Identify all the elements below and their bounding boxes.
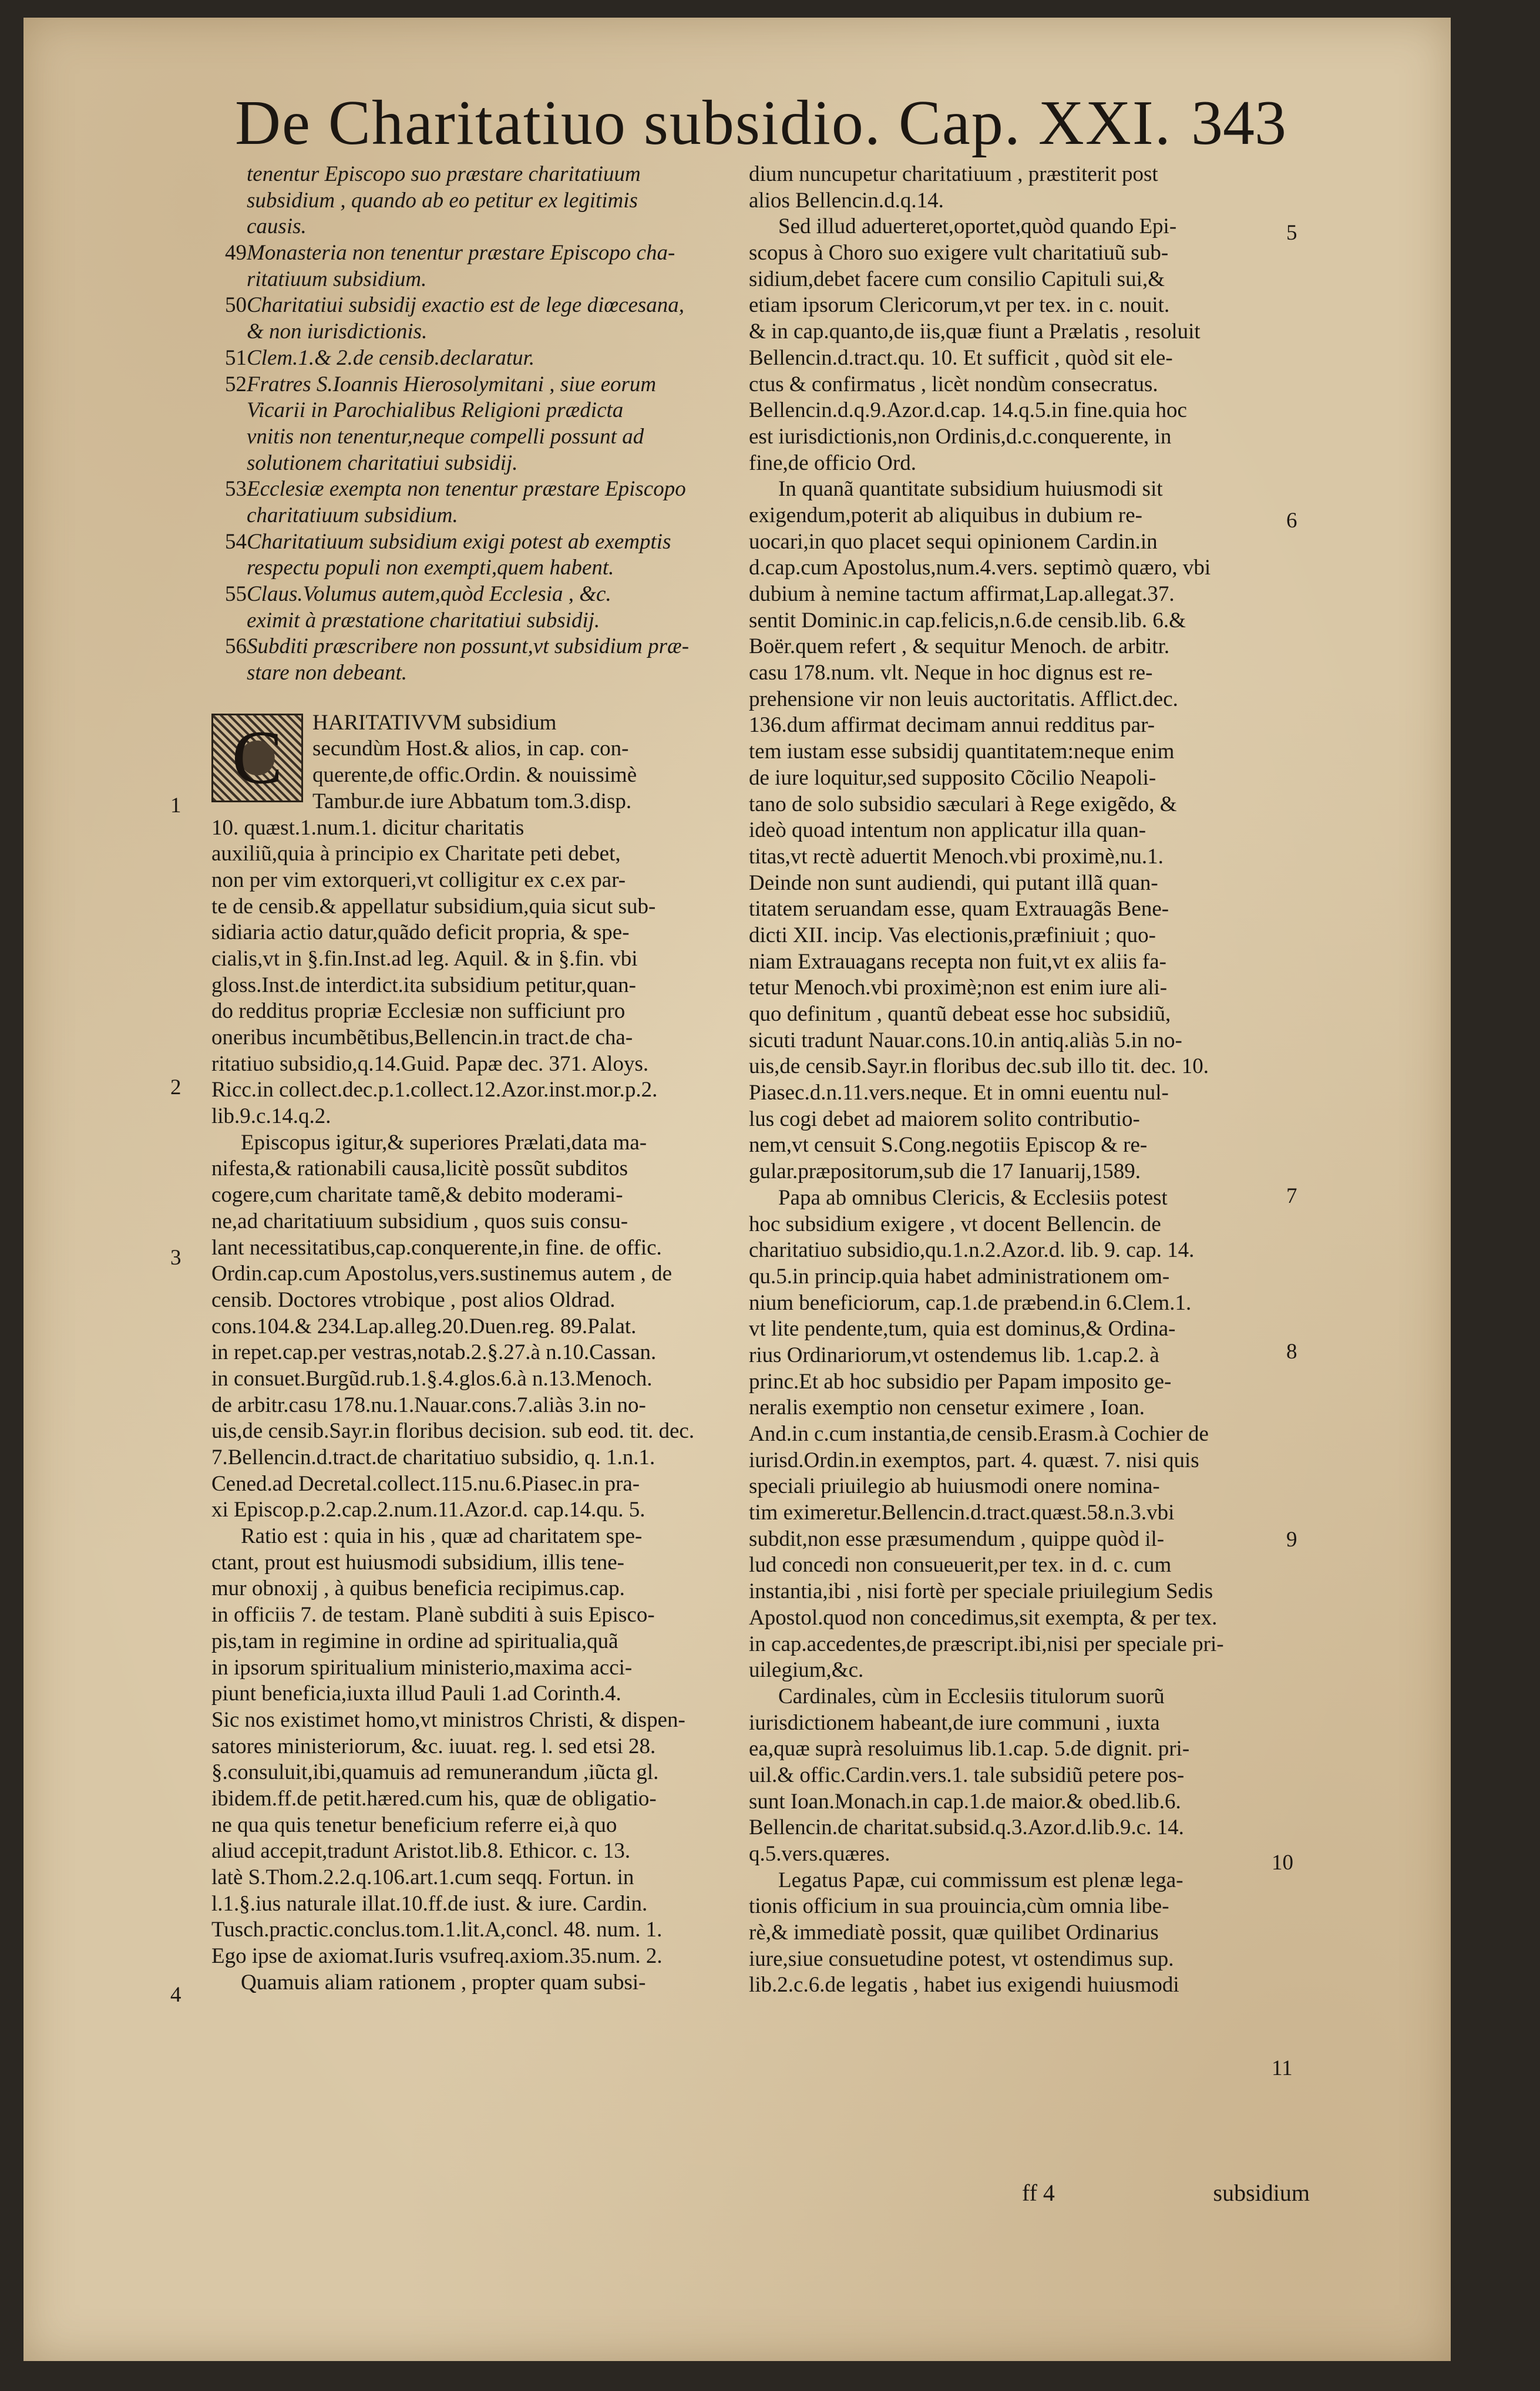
text-line: nium beneficiorum, cap.1.de præbend.in 6.Clem.1. bbox=[749, 1290, 1192, 1315]
text-line: rè,& immediatè possit, quæ quilibet Ordinarius bbox=[749, 1921, 1159, 1945]
text-line: in cap.accedentes,de præscript.ibi,nisi per speciale pri- bbox=[749, 1632, 1224, 1656]
text-line: Ego ipse de axiomat.Iuris vsufreq.axiom.35.num. 2. bbox=[211, 1944, 663, 1969]
left-body-text bbox=[211, 710, 734, 1996]
summary-item bbox=[211, 634, 734, 686]
text-line: lant necessitatibus,cap.conquerente,in fine. de offic. bbox=[211, 1235, 662, 1260]
text-line: ctant, prout est huiusmodi subsidium, illis tene- bbox=[211, 1550, 624, 1575]
text-line: Boër.quem refert , & sequitur Menoch. de arbitr. bbox=[749, 634, 1170, 659]
text-line: dium nuncupetur charitatiuum , præstiterit post bbox=[749, 162, 1158, 186]
text-line: aliud accepit,tradunt Aristot.lib.8. Ethicor. c. 13. bbox=[211, 1839, 631, 1864]
text-line: neralis exemptio non censetur eximere , Ioan. bbox=[749, 1395, 1145, 1420]
summary-line: causis. bbox=[247, 214, 307, 239]
text-line: 136.dum affirmat decimam annui redditus par- bbox=[749, 713, 1155, 738]
text-line: Episcopus igitur,& superiores Prælati,data ma- bbox=[241, 1130, 647, 1155]
text-line: l.1.§.ius naturale illat.10.ff.de iust. & iure. Cardin. bbox=[211, 1891, 648, 1916]
text-line: censib. Doctores vtrobique , post alios Oldrad. bbox=[211, 1287, 616, 1312]
text-line: charitatiuo subsidio,qu.1.n.2.Azor.d. lib. 9. cap. 14. bbox=[749, 1238, 1195, 1263]
margin-number: 11 bbox=[1272, 2056, 1293, 2080]
summary-line: respectu populi non exempti,quem habent. bbox=[247, 556, 614, 580]
text-line: hoc subsidium exigere , vt docent Bellencin. de bbox=[749, 1212, 1161, 1236]
text-line: sidiaria actio datur,quãdo deficit propria, & spe- bbox=[211, 920, 630, 945]
page-number: 343 bbox=[1191, 88, 1286, 158]
text-line: xi Episcop.p.2.cap.2.num.11.Azor.d. cap.14.qu. 5. bbox=[211, 1498, 645, 1522]
text-line: oneribus incumbẽtibus,Bellencin.in tract.de cha- bbox=[211, 1025, 633, 1050]
text-line: tem iustam esse subsidij quantitatem:neque enim bbox=[749, 739, 1175, 764]
summary-line: charitatiuum subsidium. bbox=[247, 503, 458, 527]
text-line: iure,siue consuetudine potest, vt ostendimus sup. bbox=[749, 1946, 1174, 1971]
text-line: princ.Et ab hoc subsidio per Papam imposito ge- bbox=[749, 1369, 1172, 1394]
text-line: do redditus propriæ Ecclesiæ non sufficiunt pro bbox=[211, 999, 626, 1024]
text-line: in consuet.Burgũd.rub.1.§.4.glos.6.à n.13.Menoch. bbox=[211, 1366, 653, 1391]
summary-line: stare non debeant. bbox=[247, 661, 408, 685]
text-line: §.consuluit,ibi,quamuis ad remunerandum ,iũcta gl. bbox=[211, 1760, 659, 1785]
text-line: Cardinales, cùm in Ecclesiis titulorum suorũ bbox=[778, 1684, 1165, 1709]
margin-number: 9 bbox=[1286, 1528, 1297, 1552]
text-line: Sed illud aduerteret,oportet,quòd quando Epi- bbox=[778, 214, 1177, 239]
margin-number: 6 bbox=[1286, 509, 1297, 533]
summary-number: 55 bbox=[225, 582, 247, 606]
summary-number: 53 bbox=[225, 477, 247, 502]
text-line: Bellencin.d.q.9.Azor.d.cap. 14.q.5.in fine.quia hoc bbox=[749, 398, 1187, 423]
text-line: de iure loquitur,sed supposito Cõcilio Neapoli- bbox=[749, 765, 1156, 790]
text-line: Piasec.d.n.11.vers.neque. Et in omni euentu nul- bbox=[749, 1081, 1169, 1105]
summary-item bbox=[211, 240, 734, 292]
summary-line: vnitis non tenentur,neque compelli possunt ad bbox=[247, 424, 644, 449]
summary-number: 51 bbox=[225, 345, 247, 370]
text-line: subdit,non esse præsumendum , quippe quòd il- bbox=[749, 1526, 1165, 1551]
summary-list bbox=[211, 240, 734, 687]
text-line: mur obnoxij , à quibus beneficia recipimus.cap. bbox=[211, 1576, 625, 1601]
text-line: niam Extrauagans recepta non fuit,vt ex aliis fa- bbox=[749, 949, 1166, 974]
text-line: est iurisdictionis,non Ordinis,d.c.conquerente, in bbox=[749, 424, 1172, 449]
text-line: etiam ipsorum Clericorum,vt per tex. in c. nouit. bbox=[749, 293, 1170, 318]
margin-number: 3 bbox=[170, 1246, 181, 1270]
text-line: rius Ordinariorum,vt ostendemus lib. 1.cap.2. à bbox=[749, 1343, 1159, 1367]
summary-line: Vicarii in Parochialibus Religioni prædicta bbox=[247, 398, 624, 423]
text-line: nem,vt censuit S.Cong.negotiis Episcop & re- bbox=[749, 1133, 1148, 1158]
text-line: Ratio est : quia in his , quæ ad charitatem spe- bbox=[241, 1524, 643, 1549]
text-line: fine,de officio Ord. bbox=[749, 450, 916, 475]
text-line: uil.& offic.Cardin.vers.1. tale subsidiũ petere pos- bbox=[749, 1763, 1185, 1787]
text-line: Legatus Papæ, cui commissum est plenæ lega- bbox=[778, 1868, 1183, 1892]
margin-number: 1 bbox=[170, 793, 181, 818]
text-line: Deinde non sunt audiendi, qui putant illã quan- bbox=[749, 870, 1158, 895]
text-line: ne qua quis tenetur beneficium referre ei,à quo bbox=[211, 1812, 617, 1837]
text-line: Ricc.in collect.dec.p.1.collect.12.Azor.inst.mor.p.2. bbox=[211, 1078, 658, 1102]
text-line: in ipsorum spiritualium ministerio,maxima acci- bbox=[211, 1655, 633, 1680]
text-line: auxiliũ,quia à principio ex Charitate peti debet, bbox=[211, 842, 621, 866]
text-line: lib.2.c.6.de legatis , habet ius exigendi huiusmodi bbox=[749, 1973, 1179, 1997]
text-line: vt lite pendente,tum, quia est dominus,& Ordina- bbox=[749, 1317, 1176, 1341]
text-line: d.cap.cum Apostolus,num.4.vers. septimò quæro, vbi bbox=[749, 556, 1211, 580]
page-header bbox=[235, 82, 1286, 164]
text-line: uocari,in quo placet sequi opinionem Cardin.in bbox=[749, 529, 1158, 554]
text-line: satores ministeriorum, &c. iuuat. reg. l. sed etsi 28. bbox=[211, 1734, 656, 1758]
text-line: Sic nos existimet homo,vt ministros Christi, & dispen- bbox=[211, 1707, 685, 1732]
summary-line: eximit à præstatione charitatiui subsidij. bbox=[247, 608, 600, 633]
text-line: in officiis 7. de testam. Planè subditi à suis Episco- bbox=[211, 1603, 655, 1627]
text-line: Cened.ad Decretal.collect.115.nu.6.Piasec.in pra- bbox=[211, 1471, 640, 1496]
summary-item bbox=[211, 529, 734, 581]
text-line: titas,vt rectè aduertit Menoch.vbi proximè,nu.1. bbox=[749, 844, 1164, 869]
text-line: in repet.cap.per vestras,notab.2.§.27.à n.10.Cassan. bbox=[211, 1340, 657, 1365]
right-column bbox=[749, 162, 1266, 1999]
margin-number: 7 bbox=[1286, 1184, 1297, 1208]
text-line: cons.104.& 234.Lap.alleg.20.Duen.reg. 89.Palat. bbox=[211, 1314, 637, 1339]
text-line: ctus & confirmatus , licèt nondùm consecratus. bbox=[749, 372, 1158, 396]
summary-number: 56 bbox=[225, 634, 247, 659]
page-footer bbox=[1022, 2179, 1310, 2214]
margin-number: 5 bbox=[1286, 221, 1297, 245]
catchword: subsidium bbox=[1213, 2180, 1310, 2206]
text-line: Bellencin.d.tract.qu. 10. Et sufficit , quòd sit ele- bbox=[749, 345, 1173, 370]
text-line: & in cap.quanto,de iis,quæ fiunt a Prælatis , resoluit bbox=[749, 320, 1201, 344]
text-line: titatem seruandam esse, quam Extrauagãs Bene- bbox=[749, 897, 1169, 922]
margin-number: 8 bbox=[1286, 1340, 1297, 1364]
text-line: HARITATIVVM subsidium bbox=[312, 710, 557, 735]
text-line: ne,ad charitatiuum subsidium , quos suis consu- bbox=[211, 1209, 628, 1233]
text-line: tano de solo subsidio sæculari à Rege exigẽdo, & bbox=[749, 792, 1177, 816]
text-line: nifesta,& rationabili causa,licitè possũt subditos bbox=[211, 1156, 628, 1181]
text-line: Tambur.de iure Abbatum tom.3.disp. bbox=[312, 789, 632, 813]
text-line: And.in c.cum instantia,de censib.Erasm.à Cochier de bbox=[749, 1422, 1209, 1446]
text-line: iurisdictionem habeant,de iure communi , iuxta bbox=[749, 1710, 1160, 1735]
summary-line: Charitatiui subsidij exactio est de lege diœcesana, bbox=[247, 293, 685, 318]
text-line: te de censib.& appellatur subsidium,quia sicut sub- bbox=[211, 894, 656, 919]
text-line: tim eximeretur.Bellencin.d.tract.quæst.58.n.3.vbi bbox=[749, 1501, 1175, 1525]
text-line: sicuti tradunt Nauar.cons.10.in antiq.aliàs 5.in no- bbox=[749, 1028, 1182, 1052]
text-line: sunt Ioan.Monach.in cap.1.de maior.& obed.lib.6. bbox=[749, 1789, 1181, 1814]
text-line: sentit Dominic.in cap.felicis,n.6.de censib.lib. 6.& bbox=[749, 608, 1186, 633]
text-line: uis,de censib.Sayr.in floribus dec.sub illo tit. dec. 10. bbox=[749, 1054, 1209, 1079]
text-line: iurisd.Ordin.in exemptos, part. 4. quæst. 7. nisi quis bbox=[749, 1448, 1199, 1472]
summary-line: Fratres S.Ioannis Hierosolymitani , siue eorum bbox=[247, 372, 657, 396]
decorated-initial bbox=[211, 714, 303, 802]
text-line: uilegium,&c. bbox=[749, 1658, 864, 1683]
text-line: latè S.Thom.2.2.q.106.art.1.cum seqq. Fortun. in bbox=[211, 1865, 634, 1889]
margin-number: 2 bbox=[170, 1075, 181, 1099]
summary-item bbox=[211, 372, 734, 477]
summary-continuation bbox=[211, 162, 734, 240]
chapter-opening bbox=[211, 710, 734, 1996]
text-line: gular.præpositorum,sub die 17 Ianuarij,1589. bbox=[749, 1159, 1141, 1184]
text-line: tionis officium in sua prouincia,cùm omnia libe- bbox=[749, 1894, 1169, 1919]
text-line: scopus à Choro suo exigere vult charitatiuũ sub- bbox=[749, 241, 1169, 265]
text-line: casu 178.num. vlt. Neque in hoc dignus est re- bbox=[749, 661, 1153, 685]
text-line: dicti XII. incip. Vas electionis,præfiniuit ; quo- bbox=[749, 923, 1156, 947]
summary-line: ritatiuum subsidium. bbox=[247, 267, 427, 291]
text-line: Quamuis aliam rationem , propter quam subsi- bbox=[241, 1970, 646, 1995]
text-line: querente,de offic.Ordin. & nouissimè bbox=[312, 763, 637, 788]
text-line: Ordin.cap.cum Apostolus,vers.sustinemus autem , de bbox=[211, 1262, 673, 1286]
text-line: cogere,cum charitate tamẽ,& debito moderami- bbox=[211, 1183, 623, 1208]
text-line: 10. quæst.1.num.1. dicitur charitatis bbox=[211, 815, 524, 840]
text-line: lud concedi non consueuerit,per tex. in d. c. cum bbox=[749, 1553, 1172, 1578]
dropcap-letter: C bbox=[231, 715, 283, 800]
summary-line: subsidium , quando ab eo petitur ex legitimis bbox=[247, 188, 638, 213]
text-line: ea,quæ suprà resoluimus lib.1.cap. 5.de dignit. pri- bbox=[749, 1737, 1190, 1761]
text-line: Apostol.quod non concedimus,sit exempta, & per tex. bbox=[749, 1605, 1218, 1630]
summary-number: 49 bbox=[225, 241, 247, 265]
summary-line: Clem.1.& 2.de censib.declaratur. bbox=[247, 345, 535, 370]
text-line: 7.Bellencin.d.tract.de charitatiuo subsidio, q. 1.n.1. bbox=[211, 1445, 655, 1469]
summary-item bbox=[211, 476, 734, 529]
text-line: lus cogi debet ad maiorem solito contributio- bbox=[749, 1107, 1140, 1131]
summary-line: Claus.Volumus autem,quòd Ecclesia , &c. bbox=[247, 582, 611, 606]
summary-line: & non iurisdictionis. bbox=[247, 320, 428, 344]
text-line: piunt beneficia,iuxta illud Pauli 1.ad Corinth.4. bbox=[211, 1682, 621, 1706]
text-line: gloss.Inst.de interdict.ita subsidium petitur,quan- bbox=[211, 973, 636, 997]
text-line: cialis,vt in §.fin.Inst.ad leg. Aquil. & in §.fin. vbi bbox=[211, 946, 638, 971]
book-page bbox=[23, 18, 1451, 2361]
text-line: Papa ab omnibus Clericis, & Ecclesiis potest bbox=[778, 1185, 1168, 1210]
text-line: Tusch.practic.conclus.tom.1.lit.A,concl. 48. num. 1. bbox=[211, 1918, 663, 1942]
text-line: instantia,ibi , nisi fortè per speciale priuilegium Sedis bbox=[749, 1579, 1213, 1604]
text-line: de arbitr.casu 178.nu.1.Nauar.cons.7.aliàs 3.in no- bbox=[211, 1393, 646, 1417]
text-line: Bellencin.de charitat.subsid.q.3.Azor.d.lib.9.c. 14. bbox=[749, 1815, 1184, 1840]
text-line: uis,de censib.Sayr.in floribus decision. sub eod. tit. dec. bbox=[211, 1419, 695, 1444]
text-line: q.5.vers.quæres. bbox=[749, 1842, 890, 1866]
text-line: exigendum,poterit ab aliquibus in dubium re- bbox=[749, 503, 1142, 527]
text-line: speciali priuilegio ab huiusmodi onere nomina- bbox=[749, 1474, 1160, 1499]
summary-line: solutionem charitatiui subsidij. bbox=[247, 450, 518, 475]
right-body-text bbox=[749, 162, 1266, 1999]
summary-line: Ecclesiæ exempta non tenentur præstare Episcopo bbox=[247, 477, 686, 502]
text-line: pis,tam in regimine in ordine ad spiritualia,quã bbox=[211, 1629, 618, 1653]
summary-line: Subditi præscribere non possunt,vt subsidium præ- bbox=[247, 634, 690, 659]
text-line: dubium à nemine tactum affirmat,Lap.allegat.37. bbox=[749, 582, 1175, 606]
text-line: ibidem.ff.de petit.hæred.cum his, quæ de obligatio- bbox=[211, 1786, 657, 1811]
summary-item bbox=[211, 292, 734, 345]
text-line: prehensione vir non leuis auctoritatis. Afflict.dec. bbox=[749, 687, 1178, 711]
text-line: qu.5.in princip.quia habet administrationem om- bbox=[749, 1264, 1170, 1289]
text-line: lib.9.c.14.q.2. bbox=[211, 1104, 331, 1129]
summary-line: tenentur Episcopo suo præstare charitatiuum bbox=[247, 162, 641, 186]
text-line: tetur Menoch.vbi proximè;non est enim iure ali- bbox=[749, 976, 1168, 1000]
text-line: alios Bellencin.d.q.14. bbox=[749, 188, 944, 213]
summary-number: 50 bbox=[225, 293, 247, 318]
signature-mark: ff 4 bbox=[1022, 2180, 1055, 2206]
text-line: secundùm Host.& alios, in cap. con- bbox=[312, 737, 629, 761]
text-line: ideò quoad intentum non applicatur illa quan- bbox=[749, 818, 1146, 843]
text-line: In quanã quantitate subsidium huiusmodi sit bbox=[778, 477, 1163, 502]
summary-number: 54 bbox=[225, 529, 247, 554]
summary-item bbox=[211, 581, 734, 634]
text-line: ritatiuo subsidio,q.14.Guid. Papæ dec. 371. Aloys. bbox=[211, 1051, 649, 1076]
summary-line: Monasteria non tenentur præstare Episcopo cha- bbox=[247, 241, 675, 265]
margin-number: 4 bbox=[170, 1983, 181, 2007]
running-title: De Charitatiuo subsidio. Cap. XXI. bbox=[235, 88, 1172, 158]
text-line: sidium,debet facere cum consilio Capituli sui,& bbox=[749, 267, 1165, 291]
text-line: non per vim extorqueri,vt colligitur ex c.ex par- bbox=[211, 867, 626, 892]
summary-item bbox=[211, 345, 734, 372]
summary-number: 52 bbox=[225, 372, 247, 396]
text-line: quo definitum , quantũ debeat esse hoc subsidiũ, bbox=[749, 1002, 1171, 1026]
margin-number: 10 bbox=[1272, 1851, 1293, 1875]
summary-line: Charitatiuum subsidium exigi potest ab exemptis bbox=[247, 529, 671, 554]
left-column bbox=[211, 162, 734, 1996]
